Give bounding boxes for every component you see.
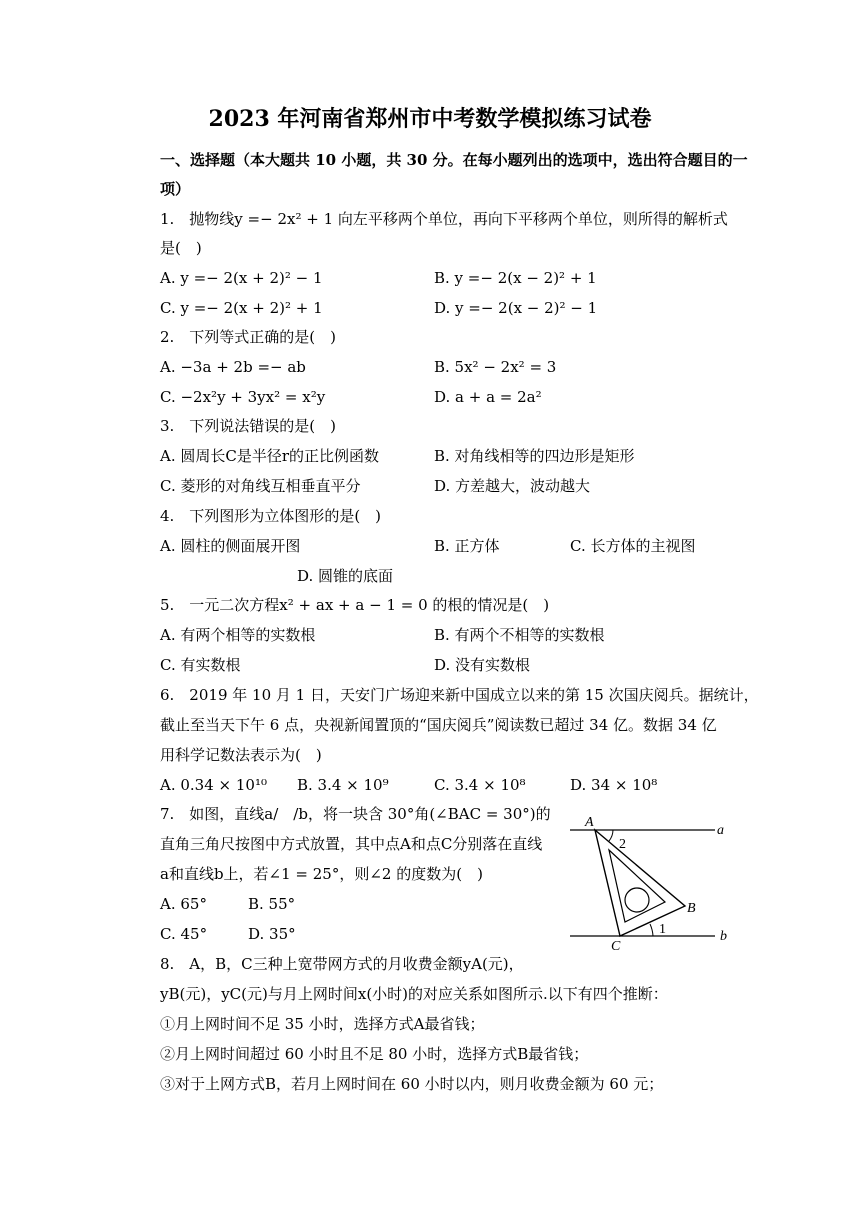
angle-1-arc: [650, 924, 653, 936]
q2-option-d: D. a + a = 2a²: [434, 388, 542, 406]
q5-option-d: D. 没有实数根: [434, 656, 531, 674]
q6-stem-line2: 截止至当天下午 6 点，央视新闻置顶的“国庆阅兵”阅读数已超过 34 亿。数据 34 亿: [160, 716, 717, 734]
q7-stem-line2: 直角三角尺按图中方式放置，其中点A和点C分别落在直线: [160, 835, 543, 853]
label-line-b: b: [720, 929, 727, 944]
q6-stem-line1: 6. 2019 年 10 月 1 日，天安门广场迎来新中国成立以来的第 15 次国庆阅兵。据统计，: [160, 686, 759, 704]
label-angle-2: 2: [619, 837, 626, 852]
label-point-b: B: [687, 901, 696, 916]
q6-option-c: C. 3.4 × 10⁸: [434, 776, 526, 794]
circle-hole: [625, 888, 649, 912]
label-point-c: C: [611, 939, 621, 952]
q1-option-a: A. y =− 2(x + 2)² − 1: [160, 269, 323, 287]
q1-stem-line2: 是( ): [160, 239, 202, 257]
q8-inference-3: ③对于上网方式B，若月上网时间在 60 小时以内，则月收费金额为 60 元；: [160, 1075, 664, 1093]
triangle-abc: [595, 830, 685, 936]
q7-option-a: A. 65°: [160, 895, 207, 913]
q7-option-c: C. 45°: [160, 925, 208, 943]
q5-stem: 5. 一元二次方程x² + ax + a − 1 = 0 的根的情况是( ): [160, 596, 550, 614]
q3-option-c: C. 菱形的对角线互相垂直平分: [160, 477, 361, 495]
q2-option-c: C. −2x²y + 3yx² = x²y: [160, 388, 326, 406]
q7-stem-line1: 7. 如图，直线a/ /b，将一块含 30°角(∠BAC = 30°)的: [160, 805, 551, 823]
q7-figure: [565, 812, 735, 952]
q6-stem-line3: 用科学记数法表示为( ): [160, 746, 322, 764]
q7-option-d: D. 35°: [248, 925, 296, 943]
q4-option-d: D. 圆锥的底面: [297, 567, 394, 585]
q6-option-a: A. 0.34 × 10¹⁰: [160, 776, 267, 794]
q2-stem: 2. 下列等式正确的是( ): [160, 328, 337, 346]
q1-stem-line1: 1. 抛物线y =− 2x² + 1 向左平移两个单位，再向下平移两个单位，则所得的解析式: [160, 210, 728, 228]
q8-inference-1: ①月上网时间不足 35 小时，选择方式A最省钱；: [160, 1015, 485, 1033]
q6-option-b: B. 3.4 × 10⁹: [297, 776, 389, 794]
section-header-line2: 项）: [160, 180, 191, 198]
q5-option-b: B. 有两个不相等的实数根: [434, 626, 605, 644]
q4-option-c: C. 长方体的主视图: [570, 537, 696, 555]
q4-option-a: A. 圆柱的侧面展开图: [160, 537, 301, 555]
angle-2-arc: [609, 830, 613, 841]
q1-option-b: B. y =− 2(x − 2)² + 1: [434, 269, 597, 287]
q1-option-c: C. y =− 2(x + 2)² + 1: [160, 299, 323, 317]
q3-option-d: D. 方差越大，波动越大: [434, 477, 591, 495]
page-title: 2023 年河南省郑州市中考数学模拟练习试卷: [208, 106, 652, 132]
q6-option-d: D. 34 × 10⁸: [570, 776, 658, 794]
q2-option-b: B. 5x² − 2x² = 3: [434, 358, 557, 376]
section-header-line1: 一、选择题（本大题共 10 小题，共 30 分。在每小题列出的选项中，选出符合题目的一: [160, 151, 748, 169]
q8-stem-line2: yB(元)，yC(元)与月上网时间x(小时)的对应关系如图所示.以下有四个推断：: [160, 985, 668, 1003]
q3-option-b: B. 对角线相等的四边形是矩形: [434, 447, 635, 465]
q3-option-a: A. 圆周长C是半径r的正比例函数: [160, 447, 380, 465]
q2-option-a: A. −3a + 2b =− ab: [160, 358, 306, 376]
label-point-a: A: [585, 815, 594, 830]
q7-option-b: B. 55°: [248, 895, 296, 913]
q7-stem-line3: a和直线b上，若∠1 = 25°，则∠2 的度数为( ): [160, 865, 483, 883]
q8-stem-line1: 8. A，B，C三种上宽带网方式的月收费金额yA(元)，: [160, 955, 524, 973]
q3-stem: 3. 下列说法错误的是( ): [160, 417, 337, 435]
label-angle-1: 1: [659, 922, 666, 937]
q4-option-b: B. 正方体: [434, 537, 500, 555]
q8-inference-2: ②月上网时间超过 60 小时且不足 80 小时，选择方式B最省钱；: [160, 1045, 589, 1063]
label-line-a: a: [717, 823, 724, 838]
q4-stem: 4. 下列图形为立体图形的是( ): [160, 507, 382, 525]
q1-option-d: D. y =− 2(x − 2)² − 1: [434, 299, 598, 317]
q5-option-a: A. 有两个相等的实数根: [160, 626, 316, 644]
triangle-inner: [609, 850, 665, 922]
q5-option-c: C. 有实数根: [160, 656, 241, 674]
